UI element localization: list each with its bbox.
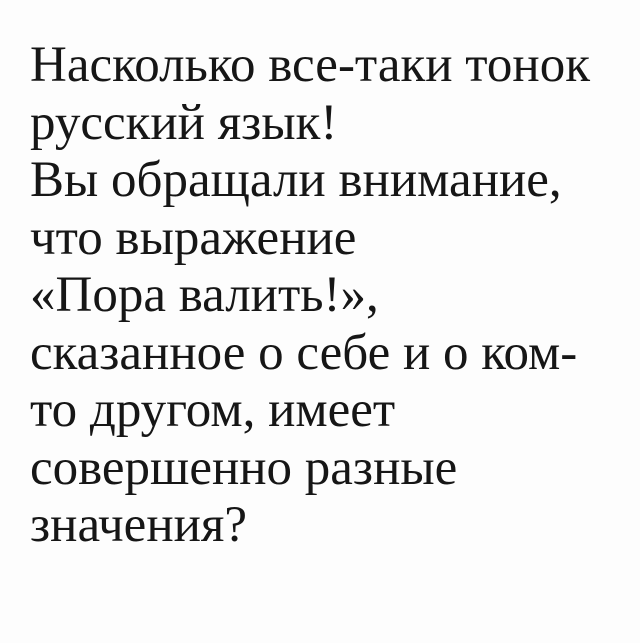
quote-line: то другом, имеет [30, 382, 396, 438]
quote-line: Вы обращали внимание, [30, 152, 562, 208]
quote-text [30, 37, 624, 555]
quote-line: сказанное о себе и о ком- [30, 324, 578, 381]
quote-line: совершенно разные [30, 439, 458, 496]
quote-line: «Пора валить!», [30, 267, 379, 323]
quote-line: русский язык! [30, 94, 338, 151]
quote-line: значения? [30, 497, 247, 553]
quote-line: Насколько все-таки тонок [30, 37, 590, 93]
quote-line: что выражение [30, 209, 357, 266]
